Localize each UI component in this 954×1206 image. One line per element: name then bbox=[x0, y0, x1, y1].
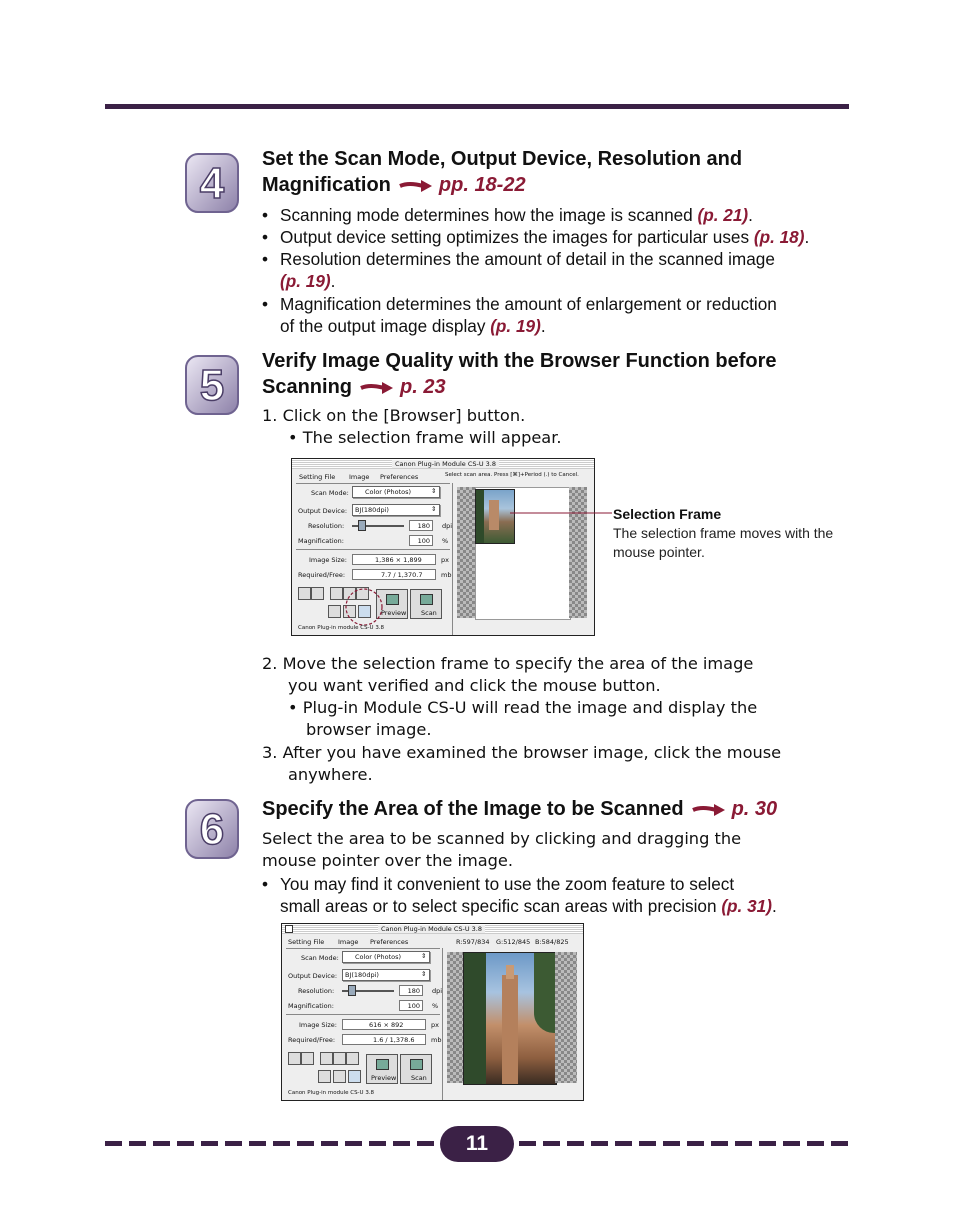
resolution-field[interactable]: 180 bbox=[409, 520, 433, 531]
numbered-item-cont: you want verified and click the mouse button. bbox=[288, 676, 661, 695]
bullet-marker: • bbox=[262, 294, 269, 314]
browser-highlight-circle bbox=[342, 585, 392, 629]
preview-image[interactable] bbox=[463, 952, 557, 1085]
image-size-unit: px bbox=[441, 556, 449, 564]
required-label: Required/Free: bbox=[298, 571, 346, 579]
window-title: Canon Plug-in Module CS-U 3.8 bbox=[378, 925, 485, 933]
rotate-right-icon[interactable] bbox=[333, 1052, 346, 1065]
callout-line bbox=[510, 510, 612, 516]
menu-preferences[interactable]: Preferences bbox=[370, 938, 409, 946]
svg-text:5: 5 bbox=[199, 361, 225, 410]
page-number: 11 bbox=[440, 1126, 514, 1162]
required-unit: mb bbox=[441, 571, 452, 579]
output-device-select[interactable]: BJ(180dpi) ⇕ bbox=[352, 504, 440, 516]
window-footer: Canon Plug-in module CS-U 3.8 bbox=[298, 625, 385, 631]
arrow-right-icon bbox=[360, 381, 394, 395]
window-footer: Canon Plug-in module CS-U 3.8 bbox=[288, 1090, 375, 1096]
close-box-icon[interactable] bbox=[285, 925, 293, 933]
zoom-out-icon[interactable] bbox=[301, 1052, 314, 1065]
image-size-unit: px bbox=[431, 1021, 439, 1029]
status-text: Select scan area. Press [⌘]+Period (.) to Cancel. bbox=[445, 472, 579, 478]
bullet-text: You may find it convenient to use the zoom feature to select small areas or to select specific scan areas with precision (p. 31). bbox=[280, 874, 777, 916]
required-field: 7.7 / 1,370.7 bbox=[352, 569, 436, 580]
resolution-label: Resolution: bbox=[298, 987, 335, 995]
sub-bullet: • The selection frame will appear. bbox=[288, 428, 562, 447]
zoom-in-icon[interactable] bbox=[288, 1052, 301, 1065]
magnification-unit: % bbox=[432, 1002, 439, 1010]
preview-border-right bbox=[569, 487, 587, 618]
menu-setting-file[interactable]: Setting File bbox=[288, 938, 325, 946]
step-number-badge bbox=[184, 798, 240, 860]
preview-border-left bbox=[457, 487, 475, 618]
histogram-icon[interactable] bbox=[328, 605, 341, 618]
numbered-item: 1. Click on the [Browser] button. bbox=[262, 406, 526, 425]
magnification-label: Magnification: bbox=[298, 537, 344, 545]
resolution-label: Resolution: bbox=[308, 522, 345, 530]
bullet-marker: • bbox=[262, 205, 269, 225]
slider-thumb[interactable] bbox=[348, 985, 356, 996]
step-number-badge bbox=[184, 152, 240, 214]
bullet-text: Scanning mode determines how the image is scanned (p. 21). bbox=[280, 205, 753, 225]
numbered-item: 3. After you have examined the browser image, click the mouse bbox=[262, 743, 782, 762]
histogram-icon[interactable] bbox=[318, 1070, 331, 1083]
svg-text:4: 4 bbox=[199, 159, 225, 208]
bullet-text: Magnification determines the amount of enlargement or reduction of the output image display (p. 19). bbox=[280, 294, 777, 336]
callout-title: Selection Frame bbox=[613, 506, 722, 522]
numbered-item-cont: anywhere. bbox=[288, 765, 373, 784]
magnification-unit: % bbox=[442, 537, 449, 545]
image-size-field: 616 × 892 bbox=[342, 1019, 426, 1030]
page-ref-link[interactable]: pp. 18-22 bbox=[438, 174, 526, 196]
step4-heading: Set the Scan Mode, Output Device, Resolution and Magnification pp. 18-22 bbox=[262, 148, 743, 196]
preview-button[interactable]: Preview bbox=[376, 589, 408, 619]
browser-button[interactable] bbox=[348, 1070, 361, 1083]
image-size-field: 1,386 × 1,899 bbox=[352, 554, 436, 565]
scan-mode-select[interactable]: Color (Photos) ⇕ bbox=[342, 951, 430, 963]
output-device-select[interactable]: BJ(180dpi) ⇕ bbox=[342, 969, 430, 981]
window-title: Canon Plug-in Module CS-U 3.8 bbox=[392, 460, 499, 468]
resolution-field[interactable]: 180 bbox=[399, 985, 423, 996]
image-size-label: Image Size: bbox=[309, 556, 347, 564]
arrow-right-icon bbox=[692, 803, 726, 817]
preview-button[interactable]: Preview bbox=[366, 1054, 398, 1084]
plugin-window-screenshot bbox=[281, 923, 584, 1101]
page-ref-link[interactable]: p. 23 bbox=[400, 376, 446, 398]
footer-dash-right bbox=[519, 1141, 849, 1146]
scan-button[interactable]: Scan bbox=[400, 1054, 432, 1084]
paragraph-cont: mouse pointer over the image. bbox=[262, 851, 514, 870]
plugin-window-screenshot bbox=[291, 458, 595, 636]
magnification-label: Magnification: bbox=[288, 1002, 334, 1010]
preview-border-right bbox=[555, 952, 577, 1083]
menu-image[interactable]: Image bbox=[338, 938, 359, 946]
paragraph: Select the area to be scanned by clicking and dragging the bbox=[262, 829, 742, 848]
menu-image[interactable]: Image bbox=[349, 473, 370, 481]
rotate-left-icon[interactable] bbox=[320, 1052, 333, 1065]
menu-setting-file[interactable]: Setting File bbox=[299, 473, 336, 481]
bullet-marker: • bbox=[262, 227, 269, 247]
output-device-label: Output Device: bbox=[288, 972, 338, 980]
bullet-text: Output device setting optimizes the images for particular uses (p. 18). bbox=[280, 227, 810, 247]
sub-bullet: • Plug-in Module CS-U will read the image and display the bbox=[288, 698, 758, 717]
scan-mode-label: Scan Mode: bbox=[311, 489, 349, 497]
step6-heading: Specify the Area of the Image to be Scanned p. 30 bbox=[262, 798, 778, 820]
required-label: Required/Free: bbox=[288, 1036, 336, 1044]
zoom-in-icon[interactable] bbox=[298, 587, 311, 600]
sub-bullet-cont: browser image. bbox=[306, 720, 432, 739]
arrow-right-icon bbox=[399, 179, 433, 193]
step5-heading: Verify Image Quality with the Browser Function before Scanning p. 23 bbox=[262, 350, 777, 398]
zoom-out-icon[interactable] bbox=[311, 587, 324, 600]
bullet-marker: • bbox=[262, 249, 269, 269]
scan-mode-label: Scan Mode: bbox=[301, 954, 339, 962]
footer-dash-left bbox=[105, 1141, 435, 1146]
magnification-field[interactable]: 100 bbox=[399, 1000, 423, 1011]
eyedropper-icon[interactable] bbox=[333, 1070, 346, 1083]
selection-frame-thumbnail[interactable] bbox=[475, 489, 515, 544]
step-number-badge bbox=[184, 354, 240, 416]
coord-r: R:597/834 bbox=[456, 938, 490, 946]
top-rule bbox=[105, 104, 849, 109]
svg-text:6: 6 bbox=[199, 805, 225, 854]
magnification-field[interactable]: 100 bbox=[409, 535, 433, 546]
menu-preferences[interactable]: Preferences bbox=[380, 473, 419, 481]
bullet-text: Resolution determines the amount of detail in the scanned image (p. 19). bbox=[280, 249, 775, 291]
flip-icon[interactable] bbox=[346, 1052, 359, 1065]
required-field: 1.6 / 1,378.6 bbox=[342, 1034, 426, 1045]
required-unit: mb bbox=[431, 1036, 442, 1044]
coord-g: G:512/845 bbox=[496, 938, 531, 946]
slider-thumb[interactable] bbox=[358, 520, 366, 531]
resolution-unit: dpi bbox=[442, 522, 453, 530]
page-ref-link[interactable]: p. 30 bbox=[731, 798, 778, 820]
coord-b: B:584/825 bbox=[535, 938, 569, 946]
preview-border-left bbox=[447, 952, 463, 1083]
scan-button[interactable]: Scan bbox=[410, 589, 442, 619]
resolution-unit: dpi bbox=[432, 987, 443, 995]
bullet-marker: • bbox=[262, 874, 269, 894]
numbered-item: 2. Move the selection frame to specify the area of the image bbox=[262, 654, 754, 673]
output-device-label: Output Device: bbox=[298, 507, 348, 515]
scan-mode-select[interactable]: Color (Photos) ⇕ bbox=[352, 486, 440, 498]
callout-text: The selection frame moves with the mouse pointer. bbox=[613, 525, 834, 560]
image-size-label: Image Size: bbox=[299, 1021, 337, 1029]
